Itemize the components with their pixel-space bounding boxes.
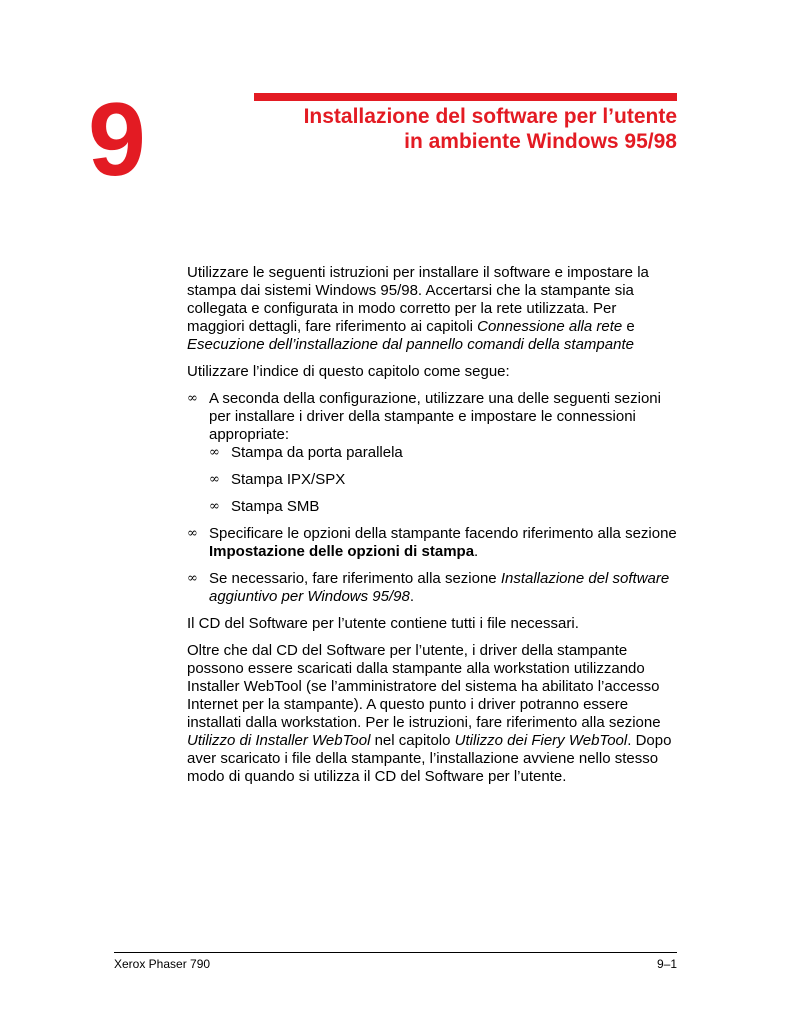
chapter-body xyxy=(187,264,677,795)
bullet-text: Se necessario, fare riferimento alla sezione xyxy=(209,570,501,587)
bullet-icon: ∞ xyxy=(209,499,220,514)
chapter-title-line1: Installazione del software per l’utente xyxy=(303,105,677,128)
bullet-icon: ∞ xyxy=(209,472,220,487)
section-reference-extra-software: Installazione del software aggiuntivo per Windows 95/98 xyxy=(209,570,670,605)
footer-rule xyxy=(114,952,677,953)
bullet-icon: ∞ xyxy=(187,391,198,406)
sub-item-text: Stampa IPX/SPX xyxy=(231,471,346,488)
sub-item-text: Stampa da porta parallela xyxy=(231,444,403,461)
list-item xyxy=(187,525,677,561)
bullet-text: Specificare le opzioni della stampante facendo riferimento alla sezione xyxy=(209,525,677,542)
chapter-title-line2: in ambiente Windows 95/98 xyxy=(404,130,677,153)
webtool-reference-chapter: Utilizzo dei Fiery WebTool xyxy=(454,732,628,749)
bullet-text-end: . xyxy=(409,588,414,605)
index-intro: Utilizzare l’indice di questo capitolo come segue: xyxy=(187,363,510,380)
cd-note: Il CD del Software per l’utente contiene tutti i file necessari. xyxy=(187,615,579,632)
chapter-number: 9 xyxy=(88,82,146,198)
title-rule xyxy=(254,93,677,101)
bullet-text: A seconda della configurazione, utilizzare una delle seguenti sezioni per installare i driver della stampante e impostare le connessioni appropriate: xyxy=(209,390,661,443)
list-item xyxy=(187,570,677,606)
intro-text1: Utilizzare le seguenti istruzioni per installare il software e impostare la stampa dai sistemi Windows 95/98. Accertarsi che la stampante sia collegata e configurata in modo corretto per la rete utilizzata. Per maggiori dettagli, fare riferimento ai capitoli xyxy=(187,264,649,335)
intro-paragraph xyxy=(187,264,677,354)
webtool-text1: Oltre che dal CD del Software per l’utente, i driver della stampante possono essere scaricati dalla stampante alla workstation utilizzando Installer WebTool (se l’amministratore del sistema ha abilitato l’accesso Internet per la stampante). A questo punto i driver potranno essere installati dalla workstation. Per le istruzioni, fare riferimento alla sezione xyxy=(187,642,661,731)
sub-list-item xyxy=(209,444,677,462)
sub-list-item xyxy=(209,498,677,516)
webtool-reference-installer: Utilizzo di Installer WebTool xyxy=(187,732,371,749)
intro-text2: e xyxy=(622,318,635,335)
section-reference-print-options: Impostazione delle opzioni di stampa xyxy=(209,543,475,560)
webtool-text3: . Dopo aver scaricato i file della stampante, l’installazione avviene nello stesso modo di quando si utilizza il CD del Software per l’utente. xyxy=(187,732,672,785)
bullet-text-end: . xyxy=(474,543,479,560)
sub-item-text: Stampa SMB xyxy=(231,498,320,515)
chapter-title xyxy=(247,104,677,154)
footer-product: Xerox Phaser 790 xyxy=(114,957,211,971)
bullet-list xyxy=(187,390,677,606)
footer-page-number: 9–1 xyxy=(656,957,677,971)
bullet-icon: ∞ xyxy=(209,445,220,460)
bullet-icon: ∞ xyxy=(187,526,198,541)
intro-link-setup: Esecuzione dell’installazione dal pannello comandi della stampante xyxy=(187,336,634,353)
webtool-text2: nel capitolo xyxy=(370,732,455,749)
list-item xyxy=(187,390,677,516)
webtool-paragraph xyxy=(187,642,677,786)
sub-list-item xyxy=(209,471,677,489)
bullet-icon: ∞ xyxy=(187,571,198,586)
sub-list xyxy=(209,444,677,516)
intro-link-network: Connessione alla rete xyxy=(477,318,623,335)
